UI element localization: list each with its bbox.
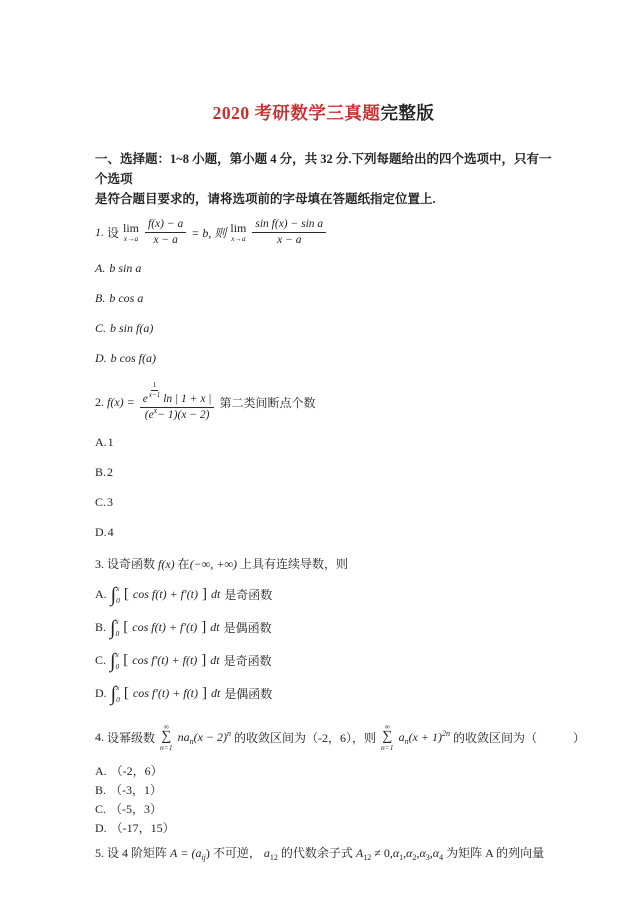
stem-text: 为矩阵 A 的列向量 [446, 846, 545, 860]
sum-symbol: ∑ [161, 729, 172, 744]
question-1 [95, 215, 552, 366]
question-5 [95, 844, 552, 862]
option-label: A. [95, 764, 107, 778]
integral-symbol: ∫ [110, 649, 116, 672]
alpha-vector: α [392, 846, 400, 860]
integral-operator [110, 617, 119, 638]
separator: , [429, 846, 433, 860]
exp-base: e [142, 392, 148, 405]
option-text: 3 [107, 495, 114, 509]
stem-math: (−∞, +∞) [189, 557, 237, 571]
question-1-stem [95, 215, 552, 249]
option-label: B. [95, 783, 107, 797]
option-text: （-2，6） [110, 764, 163, 778]
option-label: B. [95, 620, 107, 634]
option-label: D. [95, 525, 107, 539]
question-1-option-a [95, 261, 552, 276]
series-term-exponent: 2n [441, 728, 450, 738]
option-text: b sin f(a) [110, 321, 154, 335]
integral-lower: 0 [116, 695, 120, 704]
question-2-option-c [95, 495, 552, 510]
question-4-option-b [95, 784, 552, 796]
limit-operator [123, 222, 139, 243]
question-2-lead: f(x) = [107, 394, 135, 409]
question-1-option-c [95, 321, 552, 336]
question-2-option-b [95, 465, 552, 480]
alpha-subscript: 2 [412, 853, 417, 862]
integral-operator [111, 584, 120, 605]
entry-symbol: a [263, 846, 270, 860]
integral-operator [111, 683, 120, 704]
series-expression-1 [178, 730, 231, 745]
option-label: C. [95, 495, 107, 509]
sum-upper: ∞ [163, 721, 169, 731]
fraction-big-denominator [142, 405, 213, 423]
stem-math: = (a [180, 846, 202, 860]
integral-upper: x [116, 683, 120, 692]
fraction-1-denominator: x − a [153, 233, 178, 246]
alpha-vector: α [432, 846, 440, 860]
bracket-close: ] [201, 586, 207, 602]
option-text: b cos a [109, 291, 144, 305]
alpha-vector: α [419, 846, 426, 860]
den-part2: − 1)(x − 2) [157, 408, 210, 421]
bracket-open: [ [123, 652, 129, 668]
question-3 [95, 555, 552, 707]
section-heading-line1: 一、选择题：1~8 小题，第小题 4 分，共 32 分.下列每题给出的四个选项中，只有一个选项 [95, 152, 552, 186]
series-expression-2 [399, 730, 450, 745]
sum-upper: ∞ [384, 721, 390, 731]
limit-subscript: x→a [123, 233, 139, 243]
exponent-fraction-numerator: 1 [152, 381, 157, 390]
series-term: a [398, 729, 405, 744]
integral-limits [116, 650, 120, 671]
question-4-option-d [95, 822, 552, 834]
option-text: （-5，3） [110, 802, 163, 816]
question-1-lead: 设 [107, 225, 120, 240]
integrand: cos f(t) + f′(t) [132, 620, 198, 634]
option-label: C. [95, 653, 107, 667]
option-label: A. [95, 261, 106, 275]
limit-subscript: x→a [231, 233, 246, 243]
entry-subscript: 12 [269, 853, 278, 862]
question-4 [95, 719, 585, 835]
cofactor-symbol: A [355, 846, 364, 860]
option-text: 2 [107, 465, 114, 479]
limit-op-text: lim [230, 220, 247, 235]
question-4-number: 4. [95, 729, 104, 744]
integrand: cos f′(t) + f(t) [132, 686, 198, 700]
alpha-vector: α [406, 846, 413, 860]
stem-text: 设 4 阶矩阵 [107, 846, 168, 860]
stem-text: 在 [177, 557, 190, 571]
bracket-close: ] [201, 652, 207, 668]
series-term: na [177, 729, 190, 744]
question-2-tail: 第二类间断点个数 [219, 395, 316, 410]
question-3-option-c [95, 647, 552, 674]
section-heading-line2: 是符合题目要求的，请将选项前的字母填在答题纸指定位置上. [95, 192, 436, 206]
sum-lower: n=1 [381, 743, 394, 752]
stem-text: 设幂级数 [107, 730, 156, 745]
separator: , [416, 846, 420, 860]
option-label: A. [95, 587, 107, 601]
limit-operator [230, 222, 246, 243]
bracket-open: [ [123, 685, 129, 701]
summation-operator [381, 723, 394, 752]
bracket-open: [ [123, 586, 129, 602]
section-heading [95, 149, 552, 209]
stem-math: ≠ 0, [374, 846, 393, 860]
question-5-stem [95, 844, 552, 862]
series-term: (x + 1) [408, 729, 442, 744]
integral-lower: 0 [115, 629, 120, 638]
integral-upper: x [116, 584, 120, 593]
alpha-subscript: 3 [425, 853, 430, 862]
alpha-subscript: 1 [399, 853, 404, 862]
option-tail: 是奇函数 [224, 588, 273, 602]
question-2-option-d [95, 525, 552, 540]
stem-math: f(x) [158, 557, 175, 571]
separator: , [403, 846, 407, 860]
den-part1: (e [144, 408, 154, 421]
question-1-option-d [95, 351, 552, 366]
differential: dt [210, 587, 221, 601]
fraction-2-numerator: sin f(x) − sin a [252, 217, 326, 233]
question-4-option-c [95, 803, 552, 815]
fraction-big-numerator [140, 381, 215, 408]
question-4-stem [95, 719, 585, 755]
integral-limits [116, 683, 120, 704]
differential: dt [210, 653, 220, 667]
integral-symbol: ∫ [110, 682, 117, 705]
question-2-option-a [95, 435, 552, 450]
integrand: cos f′(t) + f(t) [132, 653, 198, 667]
option-label: C. [95, 802, 107, 816]
fraction-big [140, 381, 215, 422]
bracket-open: [ [123, 619, 129, 635]
stem-text: 上具有连续导数，则 [239, 557, 348, 571]
differential: dt [210, 620, 220, 634]
integral-lower: 0 [115, 662, 120, 671]
option-tail: 是奇函数 [223, 654, 272, 668]
question-4-option-a [95, 765, 552, 777]
option-tail: 是偶函数 [224, 687, 273, 701]
integral-upper: x [115, 617, 119, 626]
fraction-2 [252, 217, 326, 248]
series-term: (x − 2) [193, 729, 227, 744]
option-text: b cos f(a) [110, 351, 156, 365]
stem-text: 的代数余子式 [280, 846, 353, 860]
series-term-exponent: n [227, 728, 231, 738]
question-3-option-a [95, 581, 552, 608]
option-text: （-17，15） [110, 821, 175, 835]
integral-limits [116, 584, 120, 605]
option-tail: 是偶函数 [223, 621, 272, 635]
integral-limits [116, 617, 120, 638]
option-text: b sin a [109, 261, 142, 275]
series-term-subscript: n [189, 736, 194, 746]
option-text: （-3，1） [110, 783, 163, 797]
question-5-number: 5. [95, 846, 104, 860]
page-title [95, 100, 552, 125]
question-3-number: 3. [95, 557, 104, 571]
option-label: B. [95, 465, 107, 479]
fraction-1 [145, 217, 186, 248]
option-label: C. [95, 321, 107, 335]
question-1-option-b [95, 291, 552, 306]
alpha-subscript: 4 [439, 853, 444, 862]
question-2 [95, 381, 552, 540]
cofactor-subscript: 12 [363, 853, 372, 862]
stem-text: ) 不可逆， [205, 846, 261, 860]
bracket-close: ] [201, 619, 207, 635]
question-3-option-d [95, 680, 552, 707]
exponent-fraction-denominator: x−1 [148, 391, 161, 400]
sum-symbol: ∑ [382, 729, 393, 744]
sum-lower: n=1 [160, 743, 173, 752]
integral-lower: 0 [116, 596, 120, 605]
stem-text: 设奇函数 [107, 557, 156, 571]
option-label: B. [95, 291, 106, 305]
question-3-stem [95, 555, 552, 573]
stem-text: 的收敛区间为（-2，6），则 [234, 730, 376, 745]
stem-text: 的收敛区间为（ ） [452, 730, 585, 745]
option-label: D. [95, 821, 107, 835]
question-1-number: 1. [95, 224, 104, 239]
series-term-subscript: n [404, 736, 409, 746]
option-label: D. [95, 686, 107, 700]
question-1-equals: = b, 则 [191, 225, 227, 240]
title-suffix-black: 完整版 [380, 103, 435, 123]
limit-op-text: lim [123, 220, 140, 235]
numerator-rest: ln | 1 + x | [163, 392, 212, 405]
summation-operator [160, 723, 173, 752]
den-exponent: x [153, 405, 158, 415]
integral-upper: x [115, 650, 119, 659]
fraction-1-numerator: f(x) − a [145, 217, 186, 233]
option-text: 1 [107, 435, 114, 449]
question-2-number: 2. [95, 394, 104, 409]
matrix-entry-subscript: ij [201, 853, 206, 862]
option-label: D. [95, 351, 107, 365]
question-2-stem [95, 381, 552, 423]
option-label: A. [95, 435, 107, 449]
bracket-close: ] [201, 685, 207, 701]
fraction-2-denominator: x − a [277, 233, 302, 246]
question-3-option-b [95, 614, 552, 641]
matrix-symbol: A [170, 846, 178, 860]
integral-symbol: ∫ [110, 583, 117, 606]
title-main-red: 2020 考研数学三真题 [212, 103, 381, 123]
integral-symbol: ∫ [110, 616, 116, 639]
option-text: 4 [107, 525, 114, 539]
exponent-fraction [149, 381, 160, 400]
integrand: cos f(t) + f′(t) [132, 587, 198, 601]
integral-operator [110, 650, 119, 671]
differential: dt [210, 686, 221, 700]
